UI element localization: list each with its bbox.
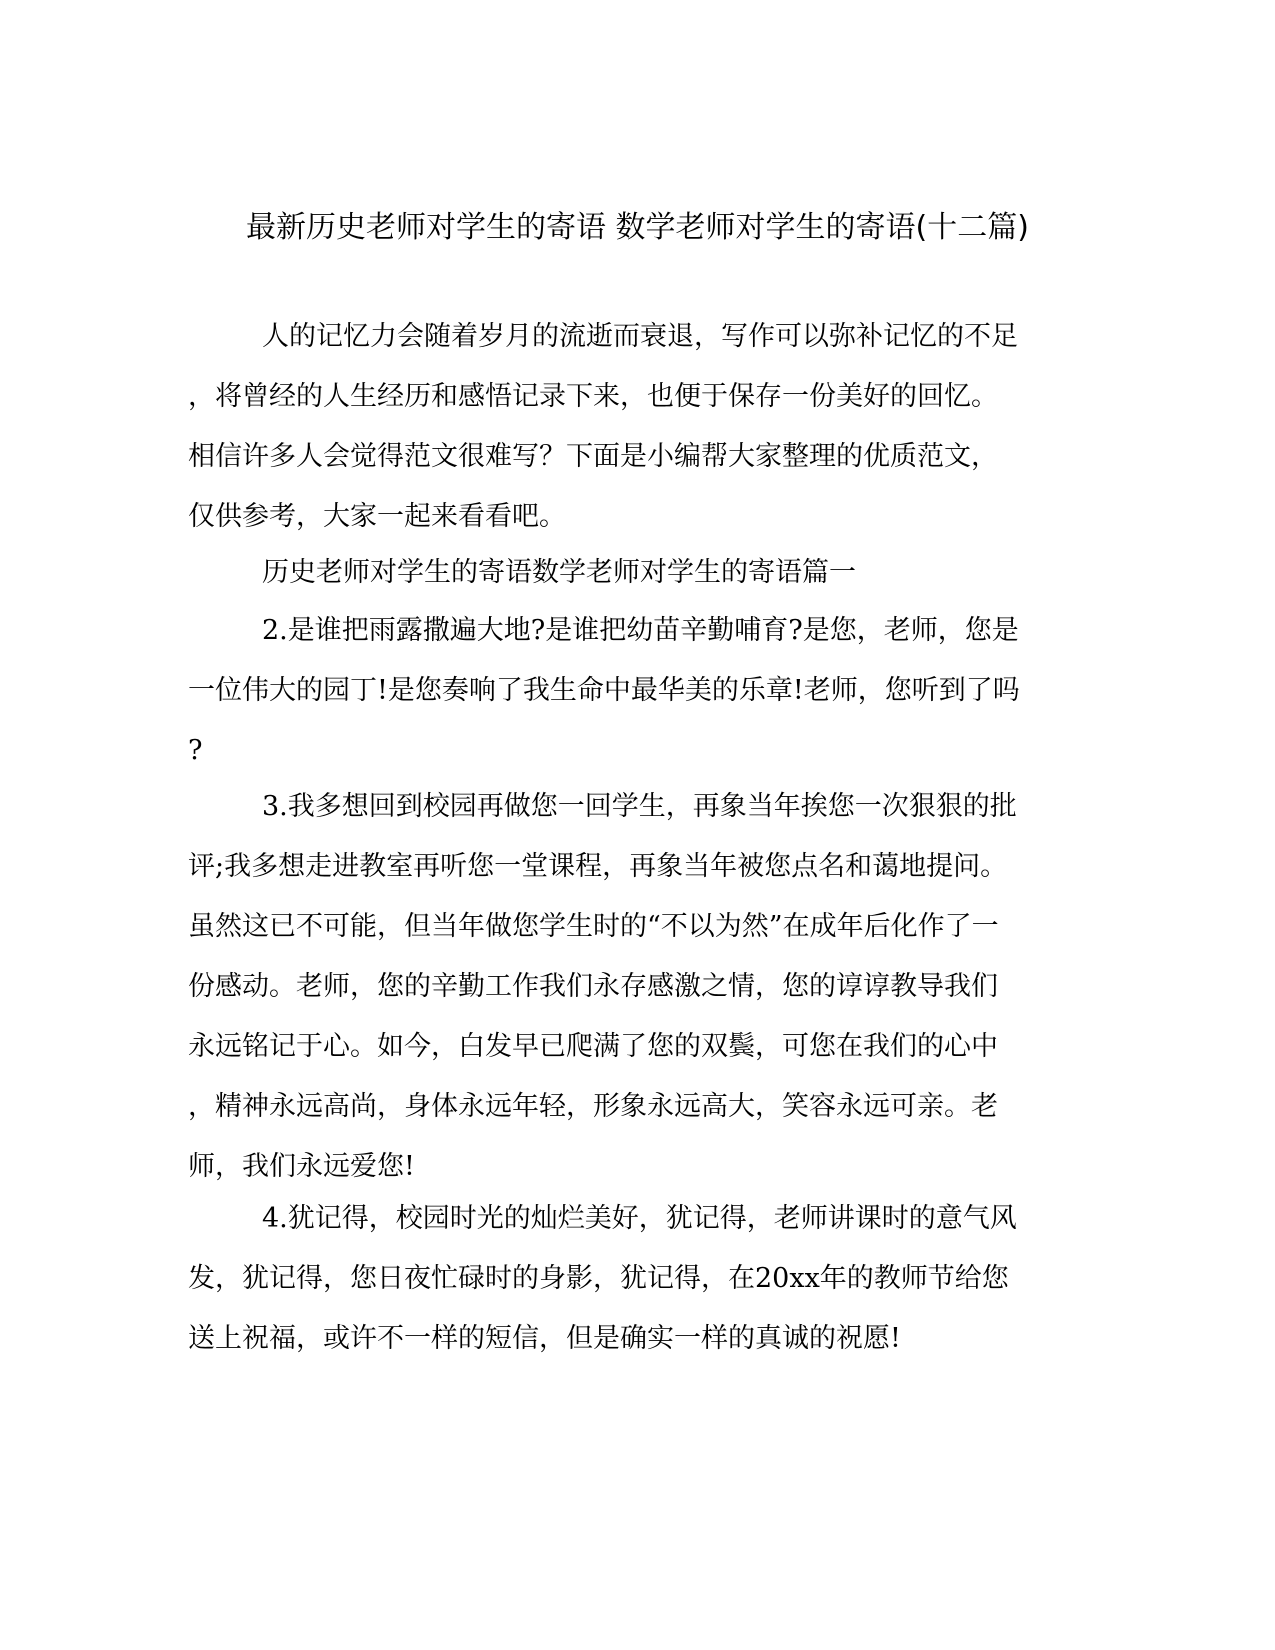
text-line: 4.犹记得，校园时光的灿烂美好，犹记得，老师讲课时的意气风: [262, 1203, 1017, 1234]
text-line: 虽然这已不可能，但当年做您学生时的“不以为然”在成年后化作了一: [188, 911, 999, 942]
document-title: 最新历史老师对学生的寄语 数学老师对学生的寄语(十二篇): [246, 210, 1029, 245]
text-line: 仅供参考，大家一起来看看吧。: [188, 501, 566, 532]
text-line: 份感动。老师，您的辛勤工作我们永存感激之情，您的谆谆教导我们: [188, 971, 998, 1002]
section-heading-text: 历史老师对学生的寄语数学老师对学生的寄语篇一: [262, 557, 856, 588]
paragraph-3: [188, 777, 1088, 1197]
text-line: 发，犹记得，您日夜忙碌时的身影，犹记得，在20xx年的教师节给您: [188, 1263, 1009, 1294]
paragraph-2: [188, 601, 1088, 781]
text-line: 相信许多人会觉得范文很难写？下面是小编帮大家整理的优质范文，: [188, 441, 998, 472]
section-heading: [188, 543, 1088, 603]
text-line: 一位伟大的园丁!是您奏响了我生命中最华美的乐章!老师，您听到了吗: [188, 675, 1020, 706]
text-line: 师，我们永远爱您!: [188, 1151, 415, 1182]
text-line: 人的记忆力会随着岁月的流逝而衰退，写作可以弥补记忆的不足: [262, 321, 1018, 352]
paragraph-4: [188, 1189, 1088, 1369]
text-line: ，精神永远高尚，身体永远年轻，形象永远高大，笑容永远可亲。老: [188, 1091, 998, 1122]
intro-paragraph: [188, 307, 1088, 547]
text-line: ，将曾经的人生经历和感悟记录下来，也便于保存一份美好的回忆。: [188, 381, 998, 412]
text-line: 永远铭记于心。如今，白发早已爬满了您的双鬓，可您在我们的心中: [188, 1031, 998, 1062]
text-line: 2.是谁把雨露撒遍大地?是谁把幼苗辛勤哺育?是您，老师，您是: [262, 615, 1019, 646]
text-line: 评;我多想走进教室再听您一堂课程，再象当年被您点名和蔼地提问。: [188, 851, 1008, 882]
text-line: 3.我多想回到校园再做您一回学生，再象当年挨您一次狠狠的批: [262, 791, 1017, 822]
text-line: ?: [188, 735, 203, 766]
text-line: 送上祝福，或许不一样的短信，但是确实一样的真诚的祝愿!: [188, 1323, 901, 1354]
